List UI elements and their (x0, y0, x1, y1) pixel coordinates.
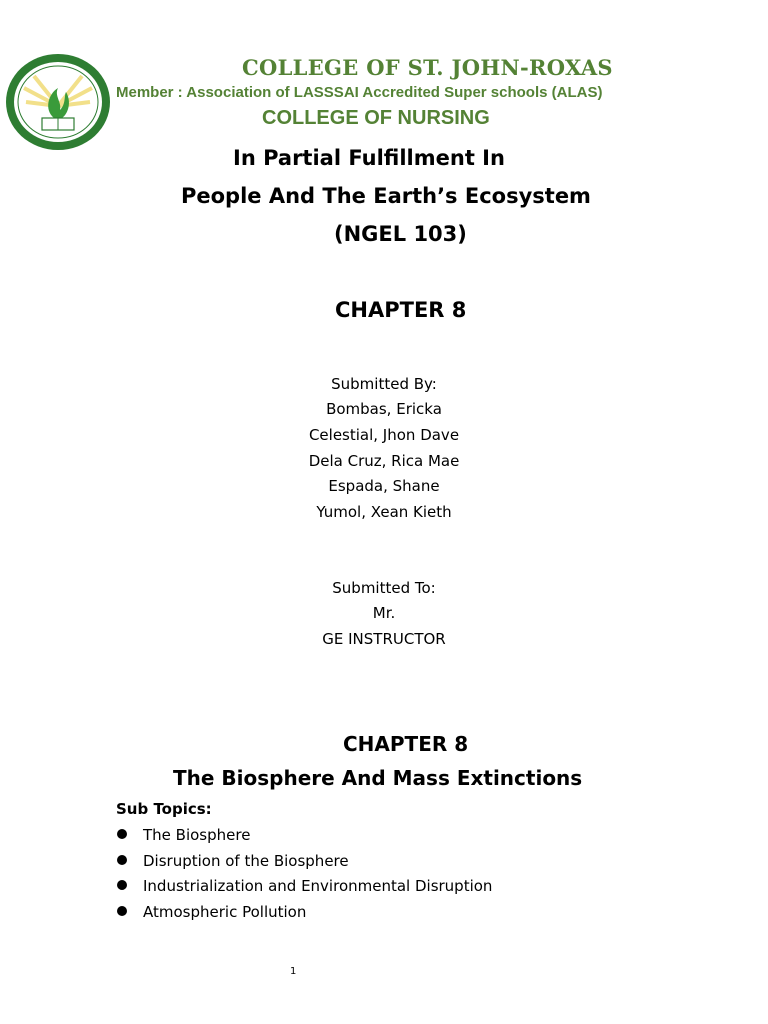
subtopic-label: The Biosphere (143, 826, 251, 844)
college-name: COLLEGE OF ST. JOHN-ROXAS (242, 55, 613, 80)
chapter-heading: CHAPTER 8 (343, 732, 469, 756)
chapter-title: The Biosphere And Mass Extinctions (173, 766, 583, 790)
author-name: Celestial, Jhon Dave (308, 426, 460, 444)
department-name: COLLEGE OF NURSING (262, 107, 490, 129)
list-item (116, 902, 492, 928)
bullet-icon (117, 880, 127, 890)
page-number: 1 (290, 966, 297, 977)
chapter-heading-cover: CHAPTER 8 (335, 298, 467, 322)
subtopics-label: Sub Topics: (116, 800, 212, 818)
bullet-icon (117, 829, 127, 839)
bullet-icon (117, 906, 127, 916)
list-item (116, 825, 492, 851)
subtopics-list (116, 825, 492, 927)
author-name: Espada, Shane (328, 477, 440, 495)
college-seal-logo (4, 52, 112, 152)
instructor-name: Mr. (372, 604, 396, 622)
subtopic-label: Industrialization and Environmental Disruption (143, 877, 493, 895)
bullet-icon (117, 855, 127, 865)
instructor-role: GE INSTRUCTOR (322, 630, 446, 648)
fulfillment-line: In Partial Fulfillment In (233, 146, 505, 170)
membership-line: Member : Association of LASSSAI Accredited Super schools (ALAS) (116, 84, 603, 101)
author-name: Bombas, Ericka (326, 400, 442, 418)
author-name: Dela Cruz, Rica Mae (308, 452, 460, 470)
subtopic-label: Atmospheric Pollution (143, 902, 307, 921)
author-name: Yumol, Xean Kieth (316, 503, 452, 521)
course-title: People And The Earth’s Ecosystem (181, 184, 591, 208)
subtopic-label: Disruption of the Biosphere (143, 851, 349, 870)
submitted-by-label: Submitted By: (331, 375, 437, 393)
course-code: (NGEL 103) (334, 222, 467, 246)
list-item (116, 851, 492, 877)
submitted-to-label: Submitted To: (332, 579, 436, 597)
list-item (116, 876, 492, 902)
